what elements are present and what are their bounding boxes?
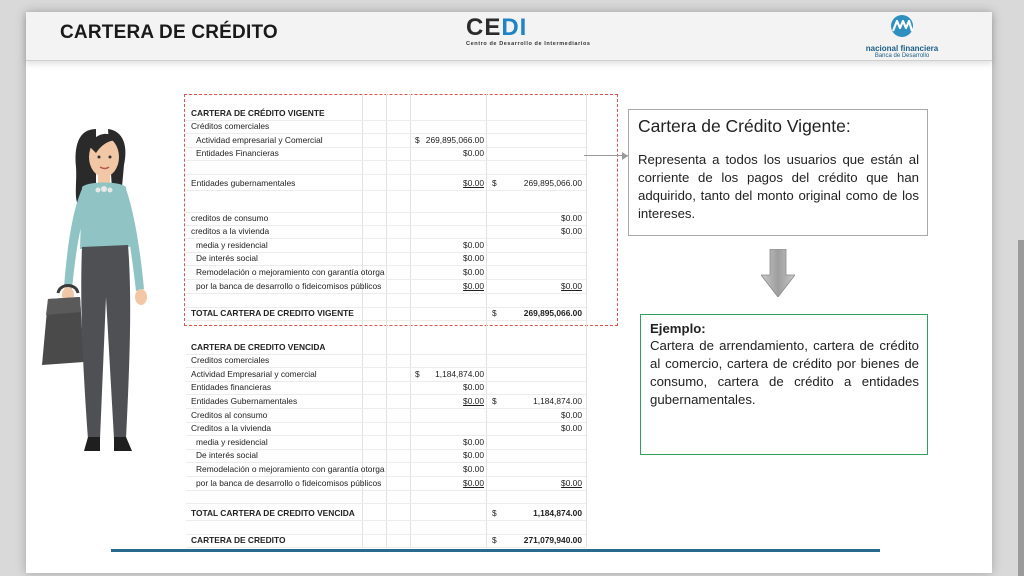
amount-cell: $0.00 bbox=[463, 281, 484, 291]
businesswoman-illustration bbox=[38, 117, 168, 457]
credit-portfolio-table bbox=[186, 94, 586, 554]
definition-box bbox=[628, 109, 928, 236]
table-row bbox=[186, 436, 586, 450]
amount-cell: $0.00 bbox=[463, 437, 484, 447]
row-label: Entidades financieras bbox=[191, 382, 272, 392]
amount-cell: $0.00 bbox=[463, 178, 484, 188]
grid-line bbox=[586, 94, 587, 547]
table-row bbox=[186, 252, 586, 266]
table-row bbox=[186, 134, 586, 148]
row-label: Entidades gubernamentales bbox=[191, 178, 296, 188]
table-row bbox=[186, 507, 586, 521]
table-row bbox=[186, 409, 586, 423]
table-row bbox=[186, 294, 586, 308]
row-label: Créditos comerciales bbox=[191, 121, 270, 131]
row-label: media y residencial bbox=[196, 437, 268, 447]
amount-cell: $0.00 bbox=[463, 464, 484, 474]
example-body: Cartera de arrendamiento, cartera de crédito al comercio, cartera de crédito por bienes de consumo, cartera de crédito a entidades gubernamentales. bbox=[650, 338, 919, 407]
row-label: De interés social bbox=[196, 450, 258, 460]
total-cell: 269,895,066.00 bbox=[523, 308, 582, 318]
page-title: CARTERA DE CRÉDITO bbox=[60, 22, 278, 43]
table-row bbox=[186, 161, 586, 175]
slide-header bbox=[26, 12, 992, 61]
total-cell: 1,184,874.00 bbox=[533, 396, 582, 406]
amount-cell: 1,184,874.00 bbox=[435, 369, 484, 379]
row-label: creditos a la vivienda bbox=[191, 226, 270, 236]
table-row bbox=[186, 107, 586, 121]
total-cell: 1,184,874.00 bbox=[533, 508, 582, 518]
nafin-emblem-icon bbox=[885, 14, 919, 38]
table-row bbox=[186, 477, 586, 491]
total-cell: $0.00 bbox=[561, 478, 582, 488]
row-label: Actividad empresarial y Comercial bbox=[196, 135, 323, 145]
amount-cell: 269,895,066.00 bbox=[425, 135, 484, 145]
table-row bbox=[186, 395, 586, 409]
cedi-logo-subtitle: Centro de Desarrollo de Intermediarios bbox=[466, 41, 591, 47]
currency-symbol: $ bbox=[492, 396, 497, 406]
row-label: por la banca de desarrollo o fideicomisos públicos bbox=[196, 281, 382, 291]
amount-cell: $0.00 bbox=[463, 267, 484, 277]
currency-symbol: $ bbox=[492, 535, 497, 545]
amount-cell: $0.00 bbox=[463, 478, 484, 488]
table-row bbox=[186, 449, 586, 463]
currency-symbol: $ bbox=[492, 308, 497, 318]
row-label: media y residencial bbox=[196, 240, 268, 250]
row-label: Creditos al consumo bbox=[191, 410, 268, 420]
row-label: TOTAL CARTERA DE CREDITO VENCIDA bbox=[191, 508, 355, 518]
amount-cell: $0.00 bbox=[463, 148, 484, 158]
row-label: por la banca de desarrollo o fideicomisos públicos bbox=[196, 478, 382, 488]
total-cell: $0.00 bbox=[561, 213, 582, 223]
table-row bbox=[186, 341, 586, 355]
total-cell: $0.00 bbox=[561, 226, 582, 236]
total-cell: $0.00 bbox=[561, 281, 582, 291]
table-row bbox=[186, 177, 586, 191]
slide bbox=[26, 12, 992, 573]
table-row bbox=[186, 225, 586, 239]
row-label: Creditos comerciales bbox=[191, 355, 270, 365]
table-row bbox=[186, 199, 586, 213]
amount-cell: $0.00 bbox=[463, 382, 484, 392]
total-cell: 269,895,066.00 bbox=[523, 178, 582, 188]
row-label: Actividad Empresarial y comercial bbox=[191, 369, 317, 379]
table-row bbox=[186, 463, 586, 477]
table-row bbox=[186, 490, 586, 504]
nafin-logo-subtitle: Banca de Desarrollo bbox=[874, 53, 930, 59]
row-label: Remodelación o mejoramiento con garantía otorga bbox=[196, 267, 385, 277]
currency-symbol: $ bbox=[492, 508, 497, 518]
row-label: Entidades Financieras bbox=[196, 148, 279, 158]
row-label: Entidades Gubernamentales bbox=[191, 396, 298, 406]
row-label: CARTERA DE CREDITO bbox=[191, 535, 286, 545]
down-arrow-icon bbox=[761, 249, 795, 297]
nafin-logo-name: nacional financiera bbox=[865, 44, 939, 53]
cedi-logo bbox=[466, 16, 596, 56]
currency-symbol: $ bbox=[415, 135, 420, 145]
amount-cell: $0.00 bbox=[463, 450, 484, 460]
table-row bbox=[186, 266, 586, 280]
table-row bbox=[186, 212, 586, 226]
table-row bbox=[186, 120, 586, 134]
cedi-logo-text-a: CE bbox=[466, 14, 502, 41]
row-label: Remodelación o mejoramiento con garantía otorga bbox=[196, 464, 385, 474]
total-cell: $0.00 bbox=[561, 423, 582, 433]
definition-title: Cartera de Crédito Vigente: bbox=[638, 116, 851, 136]
row-label: CARTERA DE CREDITO VENCIDA bbox=[191, 342, 326, 352]
table-row bbox=[186, 307, 586, 321]
row-label: CARTERA DE CRÉDITO VIGENTE bbox=[191, 108, 325, 118]
definition-body: Representa a todos los usuarios que están al corriente de los pagos del crédito que han adquirido, tanto del monto original como de los intereses. bbox=[638, 152, 919, 221]
bottom-accent-bar bbox=[111, 549, 880, 552]
example-box bbox=[640, 314, 928, 455]
table-row bbox=[186, 381, 586, 395]
amount-cell: $0.00 bbox=[463, 253, 484, 263]
table-row bbox=[186, 422, 586, 436]
amount-cell: $0.00 bbox=[463, 396, 484, 406]
currency-symbol: $ bbox=[415, 369, 420, 379]
cedi-logo-text bbox=[466, 16, 596, 40]
cedi-logo-text-b: DI bbox=[501, 14, 528, 41]
table-row bbox=[186, 239, 586, 253]
nafin-logo bbox=[854, 14, 950, 58]
row-label: TOTAL CARTERA DE CREDITO VIGENTE bbox=[191, 308, 354, 318]
row-label: creditos de consumo bbox=[191, 213, 269, 223]
row-label: De interés social bbox=[196, 253, 258, 263]
table-row bbox=[186, 521, 586, 535]
table-row bbox=[186, 368, 586, 382]
example-title: Ejemplo: bbox=[650, 321, 706, 336]
slide-edge-shadow bbox=[1018, 240, 1024, 576]
table-row bbox=[186, 354, 586, 368]
table-row bbox=[186, 280, 586, 294]
table-row bbox=[186, 534, 586, 548]
row-label: Creditos a la vivienda bbox=[191, 423, 272, 433]
amount-cell: $0.00 bbox=[463, 240, 484, 250]
table-row bbox=[186, 147, 586, 161]
currency-symbol: $ bbox=[492, 178, 497, 188]
total-cell: 271,079,940.00 bbox=[523, 535, 582, 545]
total-cell: $0.00 bbox=[561, 410, 582, 420]
